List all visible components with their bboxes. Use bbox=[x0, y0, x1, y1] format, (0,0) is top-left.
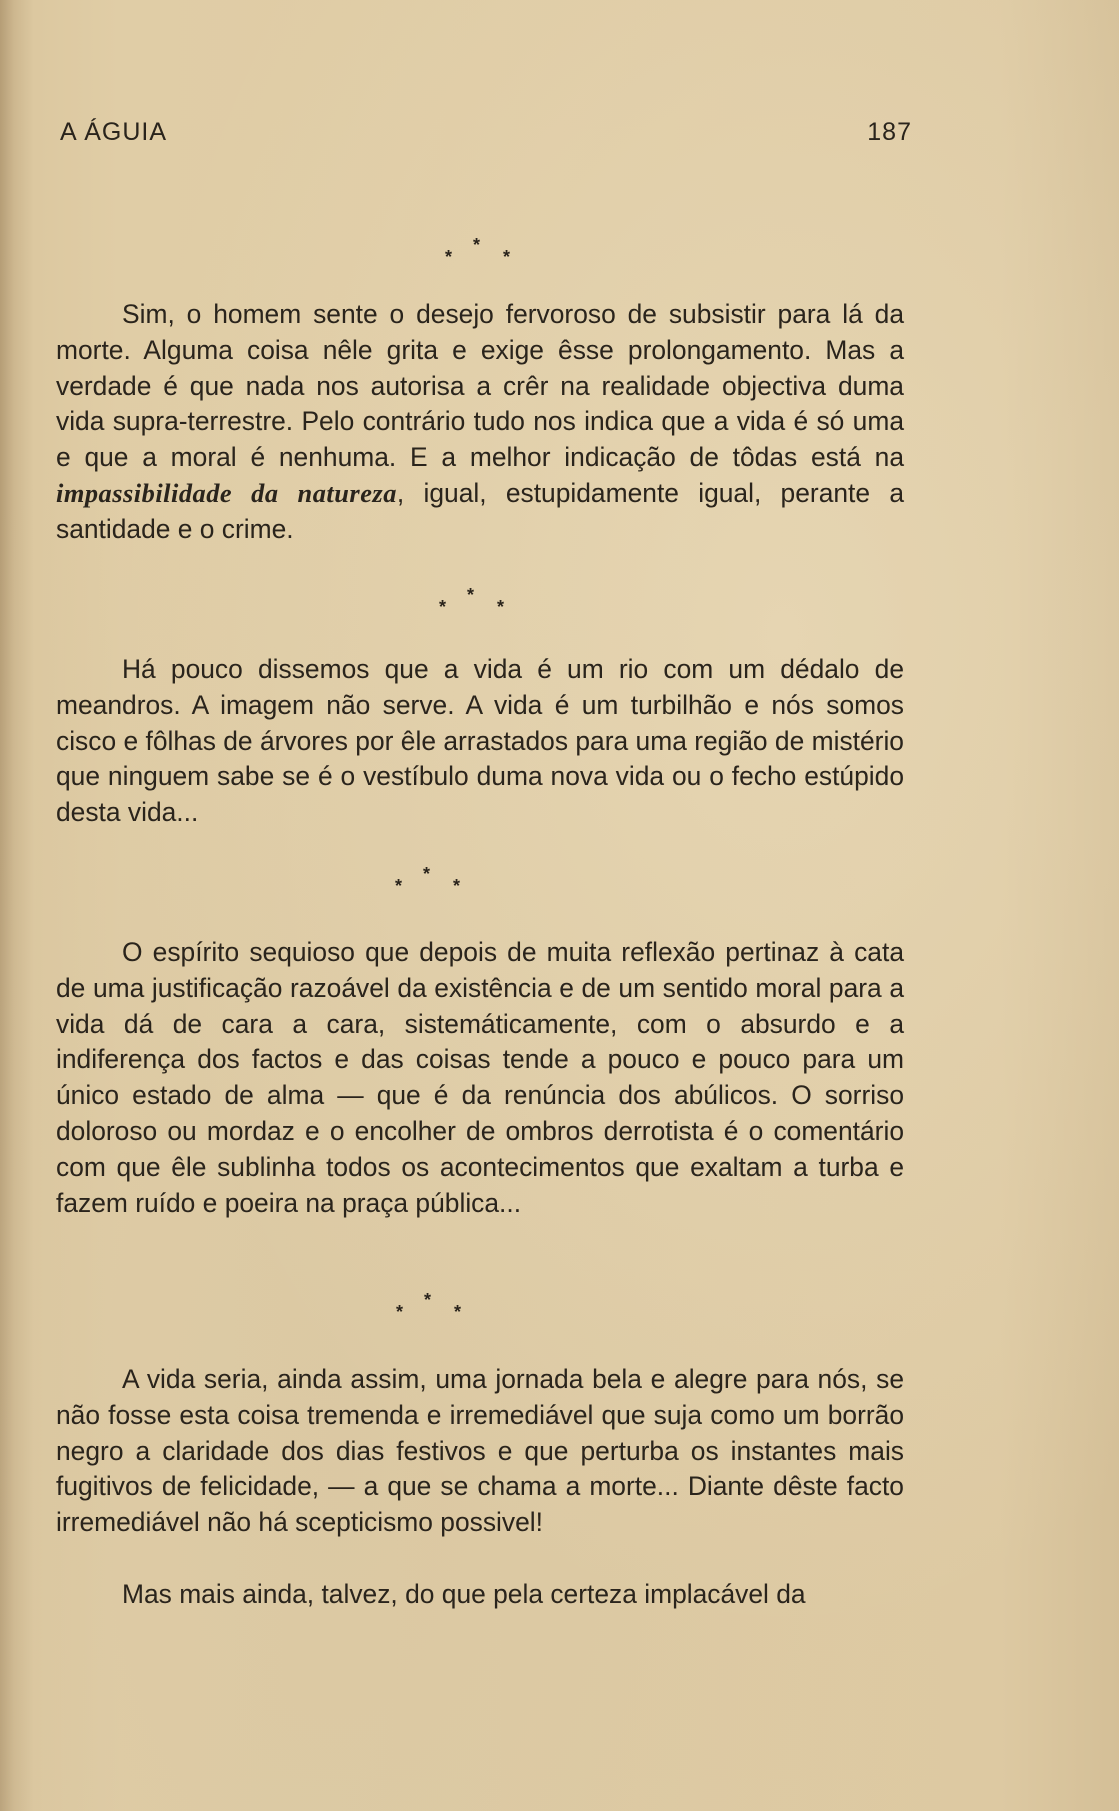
paragraph-text: , igual, estupidamente igual, perante a santidade e o crime. bbox=[56, 477, 905, 544]
asterisk: * bbox=[467, 585, 475, 605]
section-break-4 bbox=[376, 1290, 496, 1332]
paragraph-5 bbox=[56, 1577, 904, 1613]
asterisk: * bbox=[497, 597, 505, 617]
paragraph-1 bbox=[56, 297, 904, 548]
paragraph-text: A vida seria, ainda assim, uma jornada bela e alegre para nós, se não fosse esta coisa tremenda e irremediável que suja como um borrão negro a claridade dos dias festivos e que perturba os instantes mais fugitivos de felicidade, — a que se chama a morte... Diante dêste facto irremediável não há scepticismo possivel! bbox=[56, 1364, 904, 1538]
asterisk: * bbox=[503, 247, 511, 267]
asterisk: * bbox=[453, 876, 461, 896]
asterisk: * bbox=[439, 597, 447, 617]
asterisk: * bbox=[423, 864, 431, 884]
asterisk: * bbox=[396, 1302, 404, 1322]
journal-title: A ÁGUIA bbox=[60, 118, 168, 146]
paragraph-text: Mas mais ainda, talvez, do que pela certeza implacável da bbox=[122, 1579, 806, 1609]
emphasized-phrase: impassibilidade da natureza bbox=[56, 477, 397, 508]
paragraph-2 bbox=[56, 652, 904, 831]
paragraph-3 bbox=[56, 935, 904, 1221]
paragraph-text: Há pouco dissemos que a vida é um rio com um dédalo de meandros. A imagem não serve. A vida é um turbilhão e nós somos cisco e fôlhas de árvores por êle arrastados para uma região de mistério que ninguem sabe se é o vestíbulo duma nova vida ou o fecho estúpido desta vida... bbox=[56, 654, 904, 828]
page-number: 187 bbox=[867, 118, 912, 146]
asterisk: * bbox=[454, 1302, 462, 1322]
section-break-3 bbox=[375, 864, 495, 906]
running-head bbox=[60, 118, 912, 152]
paragraph-text: O espírito sequioso que depois de muita reflexão pertinaz à cata de uma justificação razoável da existência e de um sentido moral para a vida dá de cara a cara, sistemáticamente, com o absurdo e a indiferença dos factos e das coisas tende a pouco e pouco para um único estado de alma — que é da renúncia dos abúlicos. O sorriso doloroso ou mordaz e o encolher de ombros derrotista é o comentário com que êle sublinha todos os acontecimentos que exaltam a turba e fazem ruído e poeira na praça pública... bbox=[56, 937, 904, 1218]
asterisk: * bbox=[395, 876, 403, 896]
asterisk: * bbox=[424, 1290, 432, 1310]
paragraph-4 bbox=[56, 1362, 904, 1541]
section-break-1 bbox=[425, 235, 545, 277]
asterisk: * bbox=[473, 235, 481, 255]
section-break-2 bbox=[419, 585, 539, 627]
asterisk: * bbox=[445, 247, 453, 267]
paragraph-text: Sim, o homem sente o desejo fervoroso de subsistir para lá da morte. Alguma coisa nêle grita e exige êsse prolongamento. Mas a verdade é que nada nos autorisa a crêr na realidade objectiva duma vida supra-terrestre. Pelo contrário tudo nos indica que a vida é só uma e que a moral é nenhuma. E a melhor indicação de tôdas está na bbox=[56, 299, 904, 473]
